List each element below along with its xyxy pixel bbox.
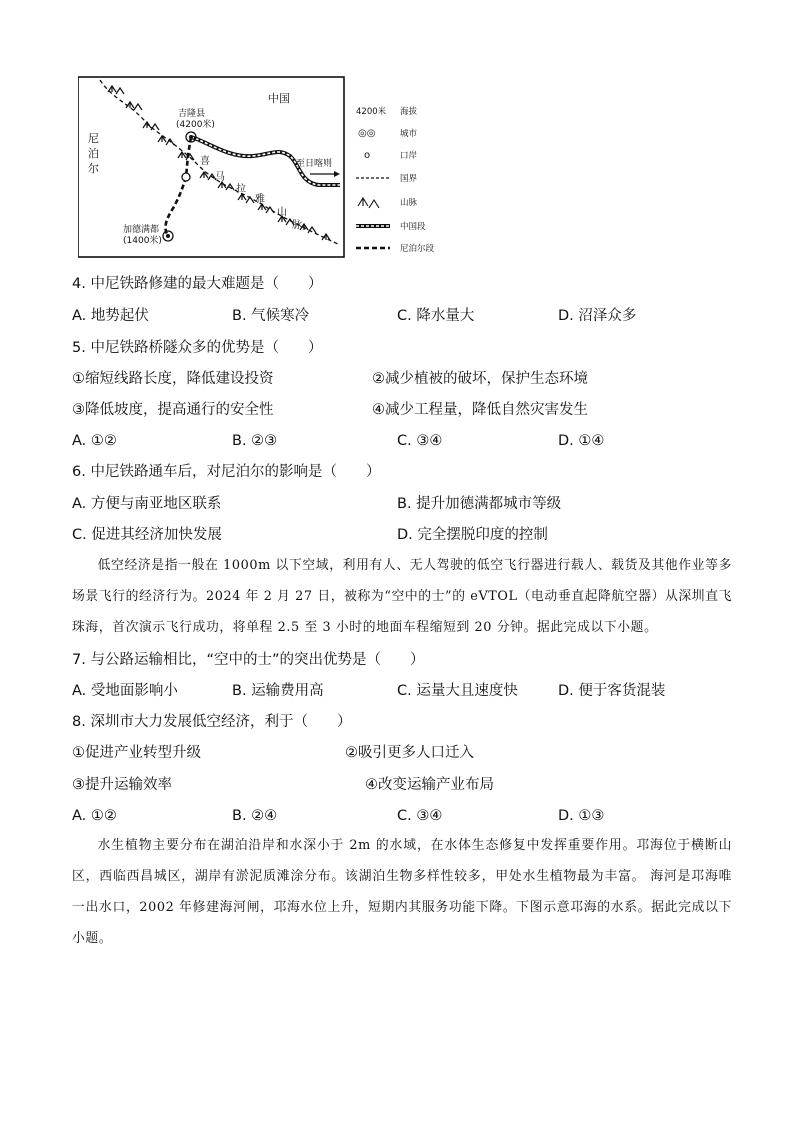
q5-option-c[interactable]: C. ③④ [397, 433, 443, 449]
legend-nepal-segment-label: 尼泊尔段 [400, 244, 435, 254]
legend-port-key: o [364, 150, 371, 161]
map-label-to-shigatse: 至日喀则 [296, 159, 333, 169]
q5-option-a[interactable]: A. ①② [72, 433, 117, 449]
map-label-himalaya-1: 喜 [200, 156, 210, 167]
map-label-himalaya-4: 雅 [255, 194, 265, 205]
map-label-himalaya-2: 马 [215, 172, 225, 183]
q4-option-a[interactable]: A. 地势起伏 [72, 308, 149, 324]
q4-stem: 4. 中尼铁路修建的最大难题是（ ） [72, 276, 323, 292]
q5-option-b[interactable]: B. ②③ [232, 433, 278, 449]
legend-mountain-symbol [358, 198, 379, 208]
legend-port-label: 口岸 [400, 151, 418, 161]
q5-option-d[interactable]: D. ①④ [558, 433, 605, 449]
legend-elevation-key: 4200米 [356, 107, 387, 117]
q7-option-a[interactable]: A. 受地面影响小 [72, 683, 178, 699]
q8-option-c[interactable]: C. ③④ [397, 808, 443, 824]
legend-city-key: ◎◎ [358, 128, 376, 139]
map-label-himalaya-6: 脉 [292, 220, 302, 231]
passage-low-altitude-economy: 低空经济是指一般在 1000m 以下空域，利用有人、无人驾驶的低空飞行器进行载人、载货及其他作业等多场景飞行的经济行为。2024 年 2 月 27 日，被称为“空中的士”的 eVTOL（电动垂直起降航空器）从深圳直飞珠海，首次演示飞行成功，将单程 2.5 至 3 小时的地面车程缩短到 20 分钟。据此完成以下小题。 [72, 558, 732, 635]
q7-option-c[interactable]: C. 运量大且速度快 [397, 683, 518, 699]
legend-china-segment-label: 中国段 [400, 222, 426, 232]
q4-option-d[interactable]: D. 沼泽众多 [558, 308, 637, 324]
q5-stem: 5. 中尼铁路桥隧众多的优势是（ ） [72, 340, 323, 356]
map-label-nepal-1: 尼 [88, 132, 99, 145]
railway-map [78, 70, 448, 260]
q6-option-c[interactable]: C. 促进其经济加快发展 [72, 527, 222, 543]
q4-option-b[interactable]: B. 气候寒冷 [232, 308, 310, 324]
q8-item-4: ④改变运输产业布局 [365, 777, 494, 793]
q6-stem: 6. 中尼铁路通车后，对尼泊尔的影响是（ ） [72, 464, 381, 480]
q8-item-3: ③提升运输效率 [72, 777, 172, 793]
map-legend [356, 106, 435, 254]
q6-option-d[interactable]: D. 完全摆脱印度的控制 [397, 527, 548, 543]
q8-option-a[interactable]: A. ①② [72, 808, 117, 824]
map-label-jilong-elev: (4200米) [176, 120, 215, 130]
q4-option-c[interactable]: C. 降水量大 [397, 308, 475, 324]
legend-elevation-label: 海拔 [400, 107, 418, 117]
q7-stem: 7. 与公路运输相比，“空中的士”的突出优势是（ ） [72, 652, 425, 668]
arrow-icon [334, 171, 340, 177]
q8-option-b[interactable]: B. ②④ [232, 808, 278, 824]
q5-item-1: ①缩短线路长度，降低建设投资 [72, 371, 274, 387]
legend-mountain-label: 山脉 [400, 198, 418, 208]
q8-option-d[interactable]: D. ①③ [558, 808, 605, 824]
q8-item-1: ①促进产业转型升级 [72, 745, 201, 761]
q6-option-b[interactable]: B. 提升加德满都城市等级 [397, 496, 562, 512]
q7-option-d[interactable]: D. 便于客货混装 [558, 683, 666, 699]
map-label-jilong: 吉隆县 [178, 109, 206, 119]
map-label-himalaya-5: 山 [277, 207, 287, 218]
passage-qionghai-lake: 水生植物主要分布在湖泊沿岸和水深小于 2m 的水域，在水体生态修复中发挥重要作用。邛海位于横断山区，西临西昌城区，湖岸有淤泥质滩涂分布。该湖泊生物多样性较多，甲处水生植物最为丰富。 海河是邛海唯一出水口，2002 年修建海河闸，邛海水位上升，短期内其服务功能下降。下图示意邛海的水系。据此完成以下小题。 [72, 838, 732, 946]
nepal-railway-segment [165, 177, 186, 236]
q8-stem: 8. 深圳市大力发展低空经济，利于（ ） [72, 714, 352, 730]
map-label-nepal-3: 尔 [88, 162, 99, 175]
map-label-china: 中国 [268, 92, 290, 105]
q8-item-2: ②吸引更多人口迁入 [345, 745, 474, 761]
legend-city-label: 城市 [400, 129, 418, 139]
map-label-himalaya-3: 拉 [236, 184, 246, 195]
q6-option-a[interactable]: A. 方便与南亚地区联系 [72, 496, 222, 512]
q5-item-2: ②减少植被的破坏，保护生态环境 [372, 371, 588, 387]
q7-option-b[interactable]: B. 运输费用高 [232, 683, 324, 699]
map-label-kathmandu: 加德满都 [123, 225, 160, 235]
map-label-kathmandu-elev: (1400米) [123, 236, 162, 246]
legend-border-label: 国界 [400, 174, 418, 184]
q5-item-3: ③降低坡度，提高通行的安全性 [72, 402, 274, 418]
port-symbol-icon [182, 173, 190, 181]
q5-item-4: ④减少工程量，降低自然灾害发生 [372, 402, 588, 418]
map-label-nepal-2: 泊 [88, 147, 99, 160]
